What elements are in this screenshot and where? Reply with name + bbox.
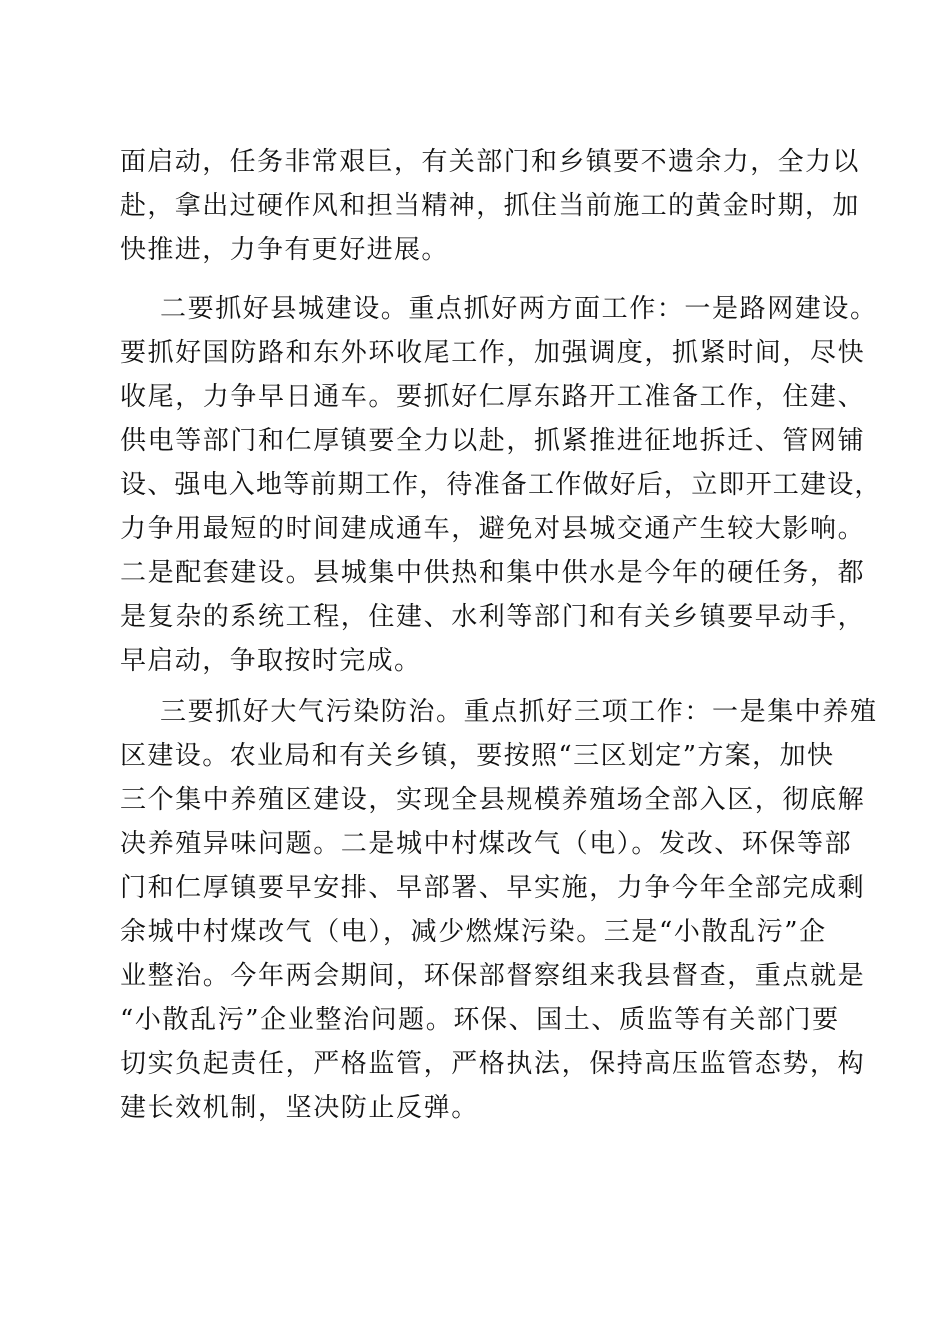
body-text-line: 是复杂的系统工程，住建、水利等部门和有关乡镇要早动手，	[120, 602, 866, 632]
paragraph-start-line: 三要抓好大气污染防治。重点抓好三项工作：一是集中养殖	[160, 697, 878, 727]
paragraph-start-line: 二要抓好县城建设。重点抓好两方面工作：一是路网建设。	[160, 294, 878, 324]
body-text-line: 面启动，任务非常艰巨，有关部门和乡镇要不遗余力，全力以	[120, 147, 860, 177]
body-text-line: 供电等部门和仁厚镇要全力以赴，抓紧推进征地拆迁、管网铺	[120, 426, 866, 456]
body-text-line: “小散乱污”企业整治问题。环保、国土、质监等有关部门要	[120, 1005, 840, 1035]
body-text-line: 余城中村煤改气（电），减少燃煤污染。三是“小散乱污”企	[120, 917, 827, 947]
body-text-line: 建长效机制，坚决防止反弹。	[120, 1093, 479, 1123]
body-text-line: 赴，拿出过硬作风和担当精神，抓住当前施工的黄金时期，加	[120, 191, 860, 221]
body-text-line: 二是配套建设。县城集中供热和集中供水是今年的硬任务，都	[120, 558, 866, 588]
body-text-line: 力争用最短的时间建成通车，避免对县城交通产生较大影响。	[120, 514, 866, 544]
body-text-line: 业整治。今年两会期间，环保部督察组来我县督查，重点就是	[120, 961, 866, 991]
body-text-line: 收尾，力争早日通车。要抓好仁厚东路开工准备工作，住建、	[120, 382, 866, 412]
body-text-line: 区建设。农业局和有关乡镇，要按照“三区划定”方案，加快	[120, 741, 835, 771]
body-text-line: 三个集中养殖区建设，实现全县规模养殖场全部入区，彻底解	[120, 785, 866, 815]
body-text-line: 切实负起责任，严格监管，严格执法，保持高压监管态势，构	[120, 1049, 866, 1079]
body-text-line: 门和仁厚镇要早安排、早部署、早实施，力争今年全部完成剩	[120, 873, 866, 903]
body-text-line: 设、强电入地等前期工作，待准备工作做好后，立即开工建设，	[120, 470, 882, 500]
body-text-line: 早启动，争取按时完成。	[120, 646, 422, 676]
body-text-line: 快推进，力争有更好进展。	[120, 235, 449, 265]
body-text-line: 要抓好国防路和东外环收尾工作，加强调度，抓紧时间，尽快	[120, 338, 866, 368]
body-text-line: 决养殖异味问题。二是城中村煤改气（电）。发改、环保等部	[120, 829, 853, 859]
